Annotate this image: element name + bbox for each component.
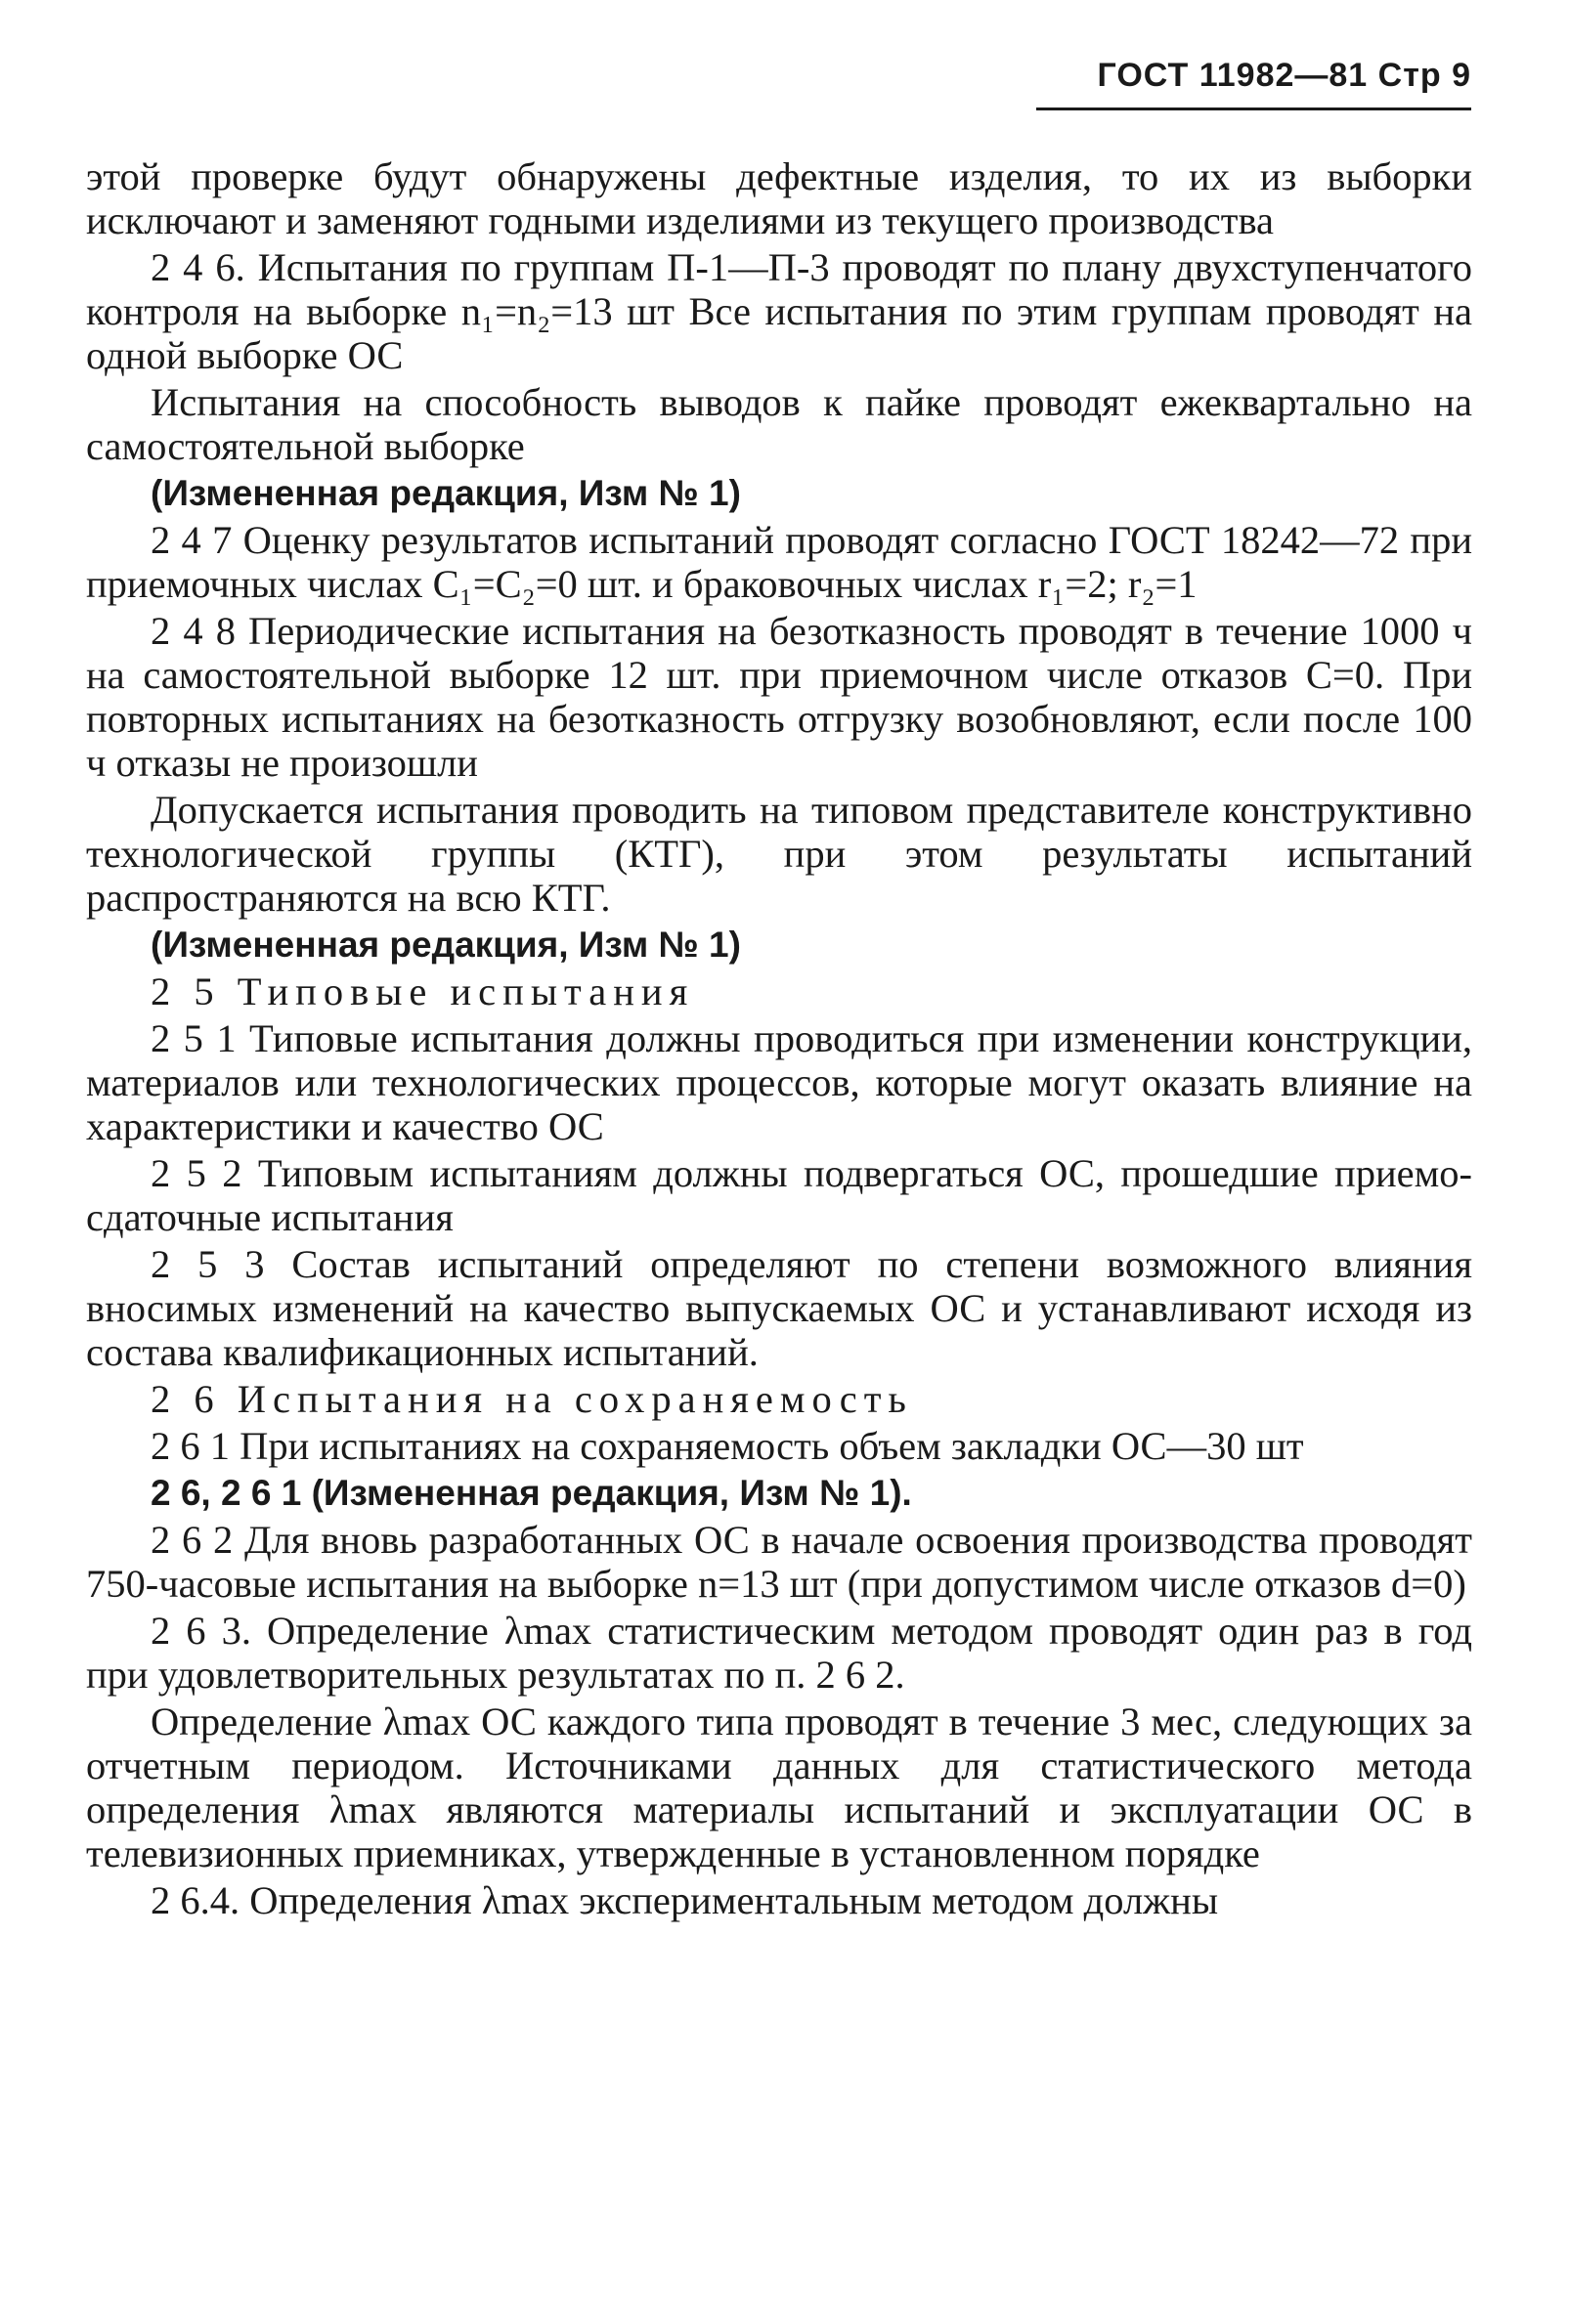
paragraph-continuation: этой проверке будут обнаружены дефектные изделия, то их из выборки исключают и заменяют годными изделиями из текущего производства	[86, 154, 1472, 242]
paragraph-2-4-6: 2 4 6. Испытания по группам П-1—П-3 проводят по плану двухступенчатого контроля на выборке n₁=n₂=13 шт Все испытания по этим группам проводят на одной выборке ОС	[86, 245, 1472, 377]
section-heading-2-6: 2 6 Испытания на сохраняемость	[151, 1377, 913, 1421]
paragraph-solderability: Испытания на способность выводов к пайке проводят ежеквартально на самостоятельной выборке	[86, 380, 1472, 468]
amendment-note: (Измененная редакция, Изм № 1)	[151, 473, 741, 513]
section-heading-2-5: 2 5 Типовые испытания	[151, 969, 695, 1013]
paragraph-2-6-2: 2 6 2 Для вновь разработанных ОС в начале освоения производства проводят 750-часовые испытания на выборке n=13 шт (при допустимом числе отказов d=0)	[86, 1518, 1472, 1606]
header-title: ГОСТ 11982—81 Стр 9	[1097, 57, 1471, 94]
paragraph-2-6-3: 2 6 3. Определение λmax статистическим методом проводят один раз в год при удовлетворительных результатах по п. 2 6 2.	[86, 1609, 1472, 1697]
paragraph-2-6-4: 2 6.4. Определения λmax экспериментальным методом должны	[151, 1878, 1219, 1922]
paragraph-ktg: Допускается испытания проводить на типовом представителе конструктивно технологической группы (КТГ), при этом результаты испытаний распространяются на всю КТГ.	[86, 788, 1472, 920]
paragraph-2-5-2: 2 5 2 Типовым испытаниям должны подвергаться ОС, прошедшие приемо-сдаточные испытания	[86, 1151, 1472, 1239]
page-header	[1036, 57, 1471, 115]
amendment-note: (Измененная редакция, Изм № 1)	[151, 925, 741, 965]
paragraph-lambda-max: Определение λmax ОС каждого типа проводят в течение 3 мес, следующих за отчетным периодом. Источниками данных для статистического метода определения λmax являются материалы испытаний и эксплуатации ОС в телевизионных приемниках, утвержденные в установленном порядке	[86, 1700, 1472, 1875]
paragraph-2-5-1: 2 5 1 Типовые испытания должны проводиться при изменении конструкции, материалов или технологических процессов, которые могут оказать влияние на характеристики и качество ОС	[86, 1016, 1472, 1148]
paragraph-2-4-8: 2 4 8 Периодические испытания на безотказность проводят в течение 1000 ч на самостоятельной выборке 12 шт. при приемочном числе отказов C=0. При повторных испытаниях на безотказность отгрузку возобновляют, если после 100 ч отказы не произошли	[86, 609, 1472, 785]
document-body	[86, 154, 1472, 1925]
paragraph-2-5-3: 2 5 3 Состав испытаний определяют по степени возможного влияния вносимых изменений на качество выпускаемых ОС и устанавливают исходя из состава квалификационных испытаний.	[86, 1242, 1472, 1374]
header-rule	[1036, 108, 1471, 110]
amendment-note: 2 6, 2 6 1 (Измененная редакция, Изм № 1).	[151, 1473, 912, 1513]
paragraph-2-6-1: 2 6 1 При испытаниях на сохраняемость объем закладки ОС—30 шт	[151, 1424, 1304, 1468]
paragraph-2-4-7: 2 4 7 Оценку результатов испытаний проводят согласно ГОСТ 18242—72 при приемочных числах C₁=C₂=0 шт. и браковочных числах r₁=2; r₂=1	[86, 518, 1472, 606]
